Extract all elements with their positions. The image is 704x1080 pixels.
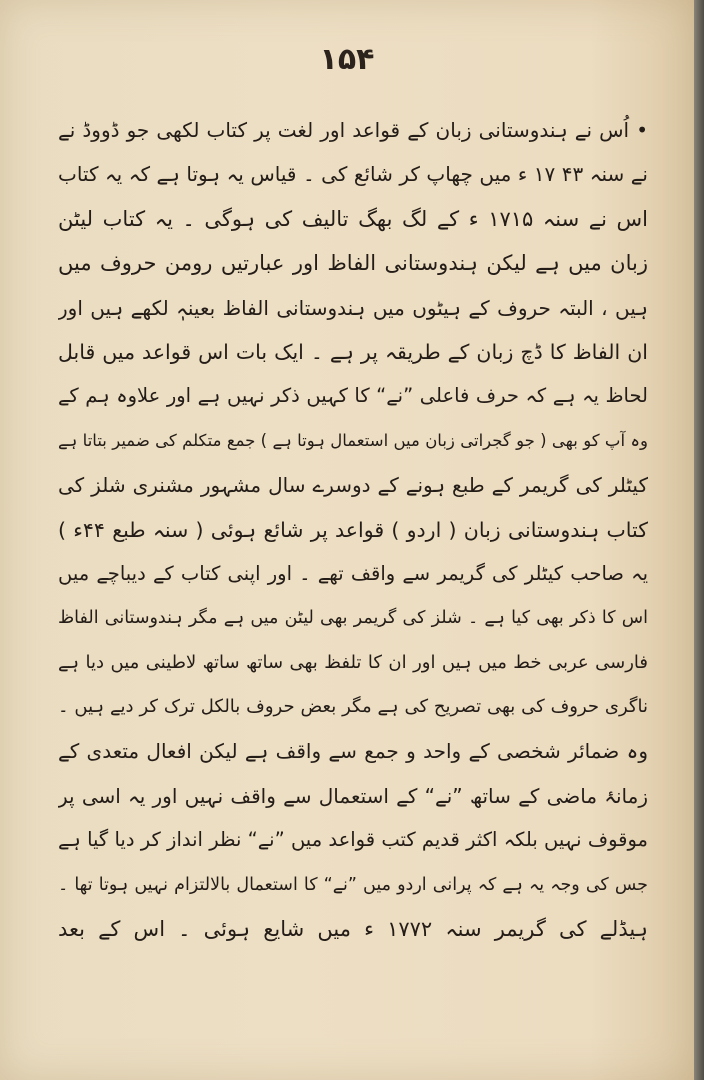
text-line: لحاظ یہ ہے کہ حرف فاعلی ”نے“ کا کہیں ذکر نہیں ہے اور علاوہ ہم کے: [58, 384, 648, 408]
text-line: فارسی عربی خط میں ہیں اور ان کا تلفظ بھی ساتھ ساتھ لاطینی میں دیا ہے: [58, 651, 648, 673]
text-line: ہیں ، البتہ حروف کے ہیٹوں میں ہندوستانی الفاظ بعینہٖ لکھے ہیں اور: [58, 295, 648, 320]
text-line: وہ آپ کو بھی ( جو گجراتی زبان میں استعمال ہوتا ہے ) جمع متکلم کی ضمیر بتاتا ہے: [58, 430, 648, 450]
body-text: [58, 108, 648, 951]
text-line: زمانۂ ماضی کے ساتھ ”نے“ کے استعمال سے واقف نہیں اور یہ اسی پر: [58, 783, 648, 808]
text-line: • اُس نے ہندوستانی زبان کے قواعد اور لغت پر کتاب لکھی جو ڈووڈ نے: [58, 118, 648, 142]
page-number: ۱۵۴: [319, 42, 375, 77]
text-line: کتاب ہندوستانی زبان ( اردو ) قواعد پر شائع ہوئی ( سنہ طبع ۴۴ء ): [58, 517, 648, 542]
text-line: اس نے سنہ ۱۷۱۵ ء کے لگ بھگ تالیف کی ہوگی ۔ یہ کتاب لیٹن: [58, 206, 648, 231]
text-line: ناگری حروف کی بھی تصریح کی ہے مگر بعض حروف بالکل ترک کر دیے ہیں ۔: [58, 696, 648, 718]
text-line: موقوف نہیں بلکہ اکثر قدیم کتب قواعد میں ”نے“ نظر انداز کر دیا گیا ہے: [58, 828, 648, 852]
text-line: اس کا ذکر بھی کیا ہے ۔ شلز کی گریمر بھی لیٹن میں ہے مگر ہندوستانی الفاظ: [58, 608, 648, 629]
text-line: ہیڈلے کی گریمر سنہ ۱۷۷۲ ء میں شایع ہوئی ۔ اس کے بعد: [58, 917, 648, 942]
text-line: نے سنہ ۴۳ ۱۷ ء میں چھاپ کر شائع کی ۔ قیاس یہ ہوتا ہے کہ یہ کتاب: [58, 162, 648, 187]
text-line: جس کی وجہ یہ ہے کہ پرانی اردو میں ”نے“ کا استعمال بالالتزام نہیں ہوتا تھا ۔: [58, 874, 648, 895]
text-line: وہ ضمائر شخصی کے واحد و جمع سے واقف ہے لیکن افعال متعدی کے: [58, 739, 648, 764]
text-line: زبان میں ہے لیکن ہندوستانی الفاظ اور عبارتیں رومن حروف میں: [58, 251, 648, 276]
text-line: ان الفاظ کا ڈچ زبان کے طریقہ پر ہے ۔ ایک بات اس قواعد میں قابل: [58, 339, 648, 364]
text-line: کیٹلر کی گریمر کے طبع ہونے کے دوسرے سال مشہور مشنری شلز کی: [58, 473, 648, 498]
text-line: یہ صاحب کیٹلر کی گریمر سے واقف تھے ۔ اور اپنی کتاب کے دیباچے میں: [58, 561, 648, 585]
page-edge-shadow: [694, 0, 704, 1080]
